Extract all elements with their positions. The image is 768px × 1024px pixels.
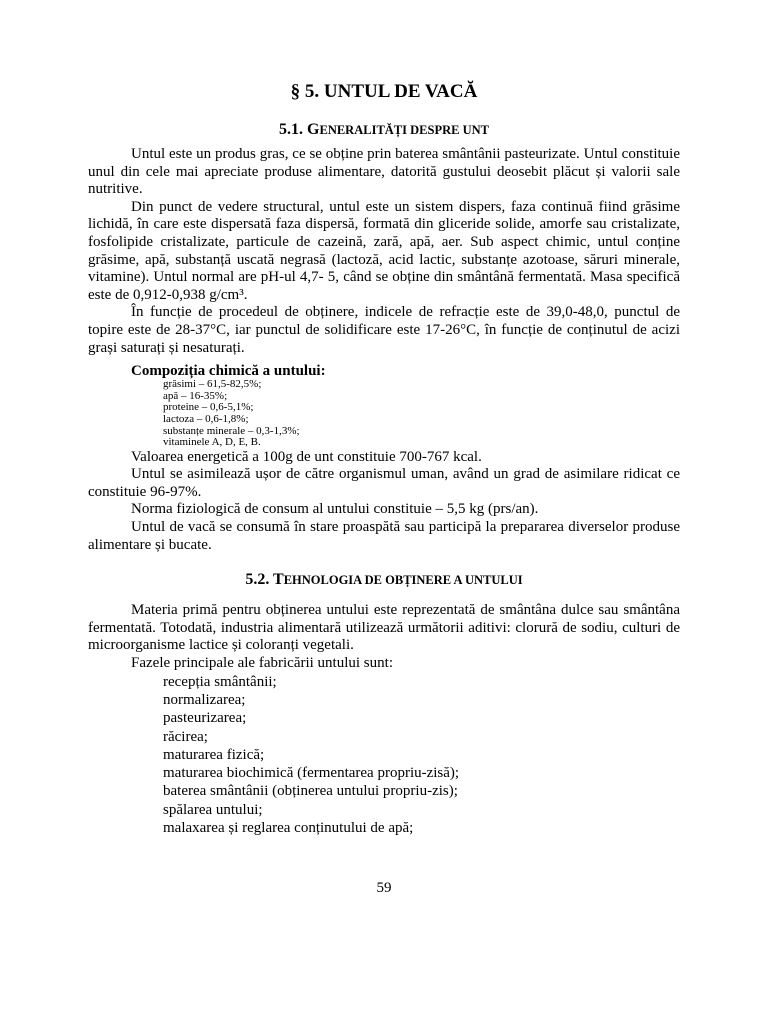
list-item: apă – 16-35%; [163,389,228,402]
paragraph: Untul este un produs gras, ce se obține prin baterea smântânii pasteurizate. Untul constituie unul din cele mai apreciate produse alimentare, datorită gustului deosebit plăcut și valorii sale nutritive. [88,146,680,198]
list-item: proteine – 0,6-5,1%; [163,401,254,414]
section-heading-initial: G [307,121,320,138]
chapter-title: § 5. UNTUL DE VACĂ [290,81,478,102]
section-number: 5.1. [279,121,304,138]
section-heading-5-1 [88,120,680,140]
list-item: maturarea fizică; [163,746,265,763]
paragraph: Din punct de vedere structural, untul este un sistem dispers, faza continuă fiind grăsime lichidă, în care este dispersată faza dispersă, formată din gliceride solide, amorfe sau cristalizate, fosfolipide cristalizate, particule de cazeină, zară, apă, aer. Sub aspect chimic, untul conține grăsime, apă, substanță uscată negrasă (lactoză, acid lactic, substanțe azotoase, săruri minerale, vitamine). Untul normal are pH-ul 4,7- 5, când se obține din smântână fermentată. Masa specifică este de 0,912-0,938 g/cm³. [88,198,680,303]
paragraph: În funcție de procedeul de obținere, indicele de refracție este de 39,0-48,0, punctul de topire este de 28-37°C, iar punctul de solidificare este 17-26°C, în funcție de conținutul de acizi grași saturați și nesaturați. [88,304,680,356]
list-item: pasteurizarea; [163,710,247,727]
section-heading-initial: T [273,571,284,589]
paragraph: Norma fiziologică de consum al untului constituie – 5,5 kg (prs/an). [131,501,539,518]
paragraph: Materia primă pentru obținerea untului este reprezentată de smântâna dulce sau smântâna fermentată. Totodată, industria alimentară utilizează următorii aditivi: clorură de sodiu, culturi de microorganisme lactice și coloranți vegetali. [88,602,680,654]
list-item: răcirea; [163,728,208,745]
list-item: normalizarea; [163,691,246,708]
list-item: substanțe minerale – 0,3-1,3%; [163,424,300,437]
section-heading-rest: ENERALITĂȚI DESPRE UNT [319,123,489,137]
paragraph: Untul se asimilează ușor de către organismul uman, având un grad de asimilare ridicat ce constituie 96-97%. [88,466,680,500]
paragraph: Untul de vacă se consumă în stare proaspătă sau participă la prepararea diverselor produse alimentare și bucate. [88,519,680,553]
composition-list [88,379,680,449]
document-page [88,80,680,837]
list-item: baterea smântânii (obținerea untului propriu-zis); [163,783,458,800]
list-item: lactoza – 0,6-1,8%; [163,412,249,425]
list-item: malaxarea și reglarea conținutului de apă; [163,820,414,836]
list-item: maturarea biochimică (fermentarea propriu-zisă); [163,765,460,782]
paragraph: Fazele principale ale fabricării untului sunt: [131,655,393,672]
list-item: vitaminele A, D, E, B. [163,436,261,449]
paragraph: Valoarea energetică a 100g de unt constituie 700-767 kcal. [131,448,482,465]
page-number: 59 [376,880,392,896]
list-item: recepția smântânii; [163,673,277,690]
section-heading-5-2 [88,570,680,590]
phases-list [88,673,680,838]
section-number: 5.2. [245,571,270,589]
list-item: grăsimi – 61,5-82,5%; [163,378,262,391]
section-heading-rest: EHNOLOGIA DE OBȚINERE A UNTULUI [283,573,523,588]
composition-title: Compoziția chimică a untului: [131,363,326,380]
list-item: spălarea untului; [163,801,263,818]
